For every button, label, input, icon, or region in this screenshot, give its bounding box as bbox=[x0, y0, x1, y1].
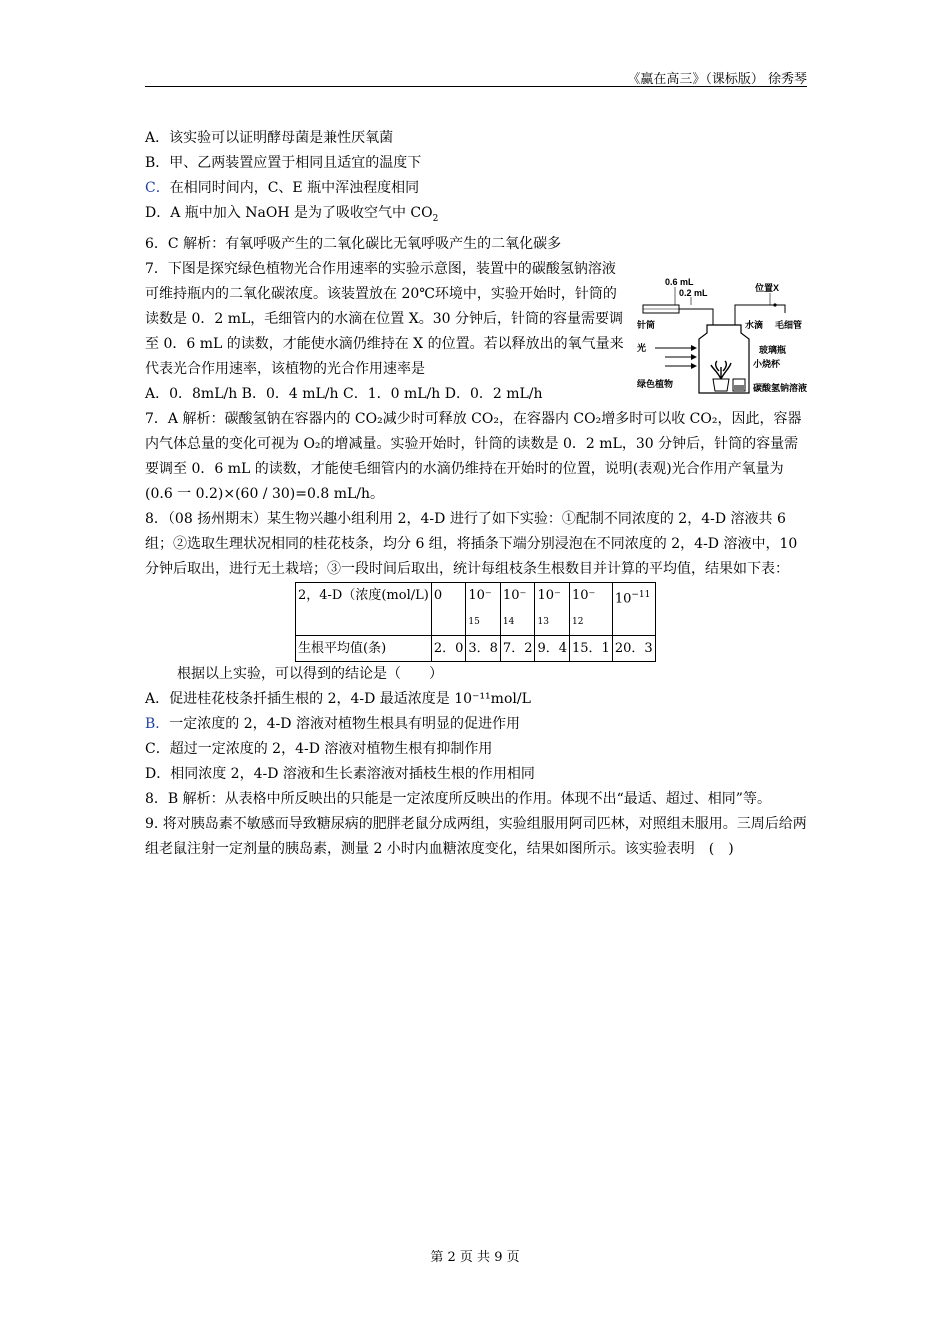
q7-block bbox=[145, 257, 808, 393]
label-light: 光 bbox=[637, 342, 647, 353]
table-value-cell: 2．0 bbox=[431, 635, 466, 661]
table-header-label: 2，4-D（浓度(mol/L) bbox=[296, 582, 432, 635]
table-conc-cell: 10⁻ 13 bbox=[535, 582, 570, 635]
q8-option-d: D．相同浓度 2，4-D 溶液和生长素溶液对插枝生根的作用相同 bbox=[145, 765, 535, 782]
label-solution: 碳酸氢钠溶液 bbox=[753, 382, 808, 393]
label-beaker: 小烧杯 bbox=[753, 358, 781, 369]
q8-option-c: C．超过一定浓度的 2，4-D 溶液对植物生根有抑制作用 bbox=[145, 740, 493, 757]
header-rule bbox=[145, 86, 807, 87]
table-conc-cell: 10⁻ 14 bbox=[500, 582, 535, 635]
q8-question: 8．（08 扬州期末）某生物兴趣小组利用 2，4-D 进行了如下实验：①配制不同浓度的 2，4-D 溶液共 6 组；②选取生理状况相同的桂花枝条，均分 6 组，将插条下端分别浸泡在不同浓度的 2，4-D 溶液中，10 分钟后取出，进行无土栽培；③一段时间后取出，统计每组枝条生根数目并计算的平均值，结果如下表： bbox=[145, 510, 798, 577]
page-header: 《赢在高三》（课标版） 徐秀琴 bbox=[627, 72, 807, 87]
q6-option-c: C．在相同时间内，C、E 瓶中浑浊程度相同 bbox=[145, 180, 420, 196]
photosynthesis-apparatus-figure bbox=[635, 275, 835, 405]
label-water: 水滴 bbox=[745, 319, 764, 330]
label-plant: 绿色植物 bbox=[637, 378, 674, 389]
table-conc-cell: 10⁻ 12 bbox=[570, 582, 613, 635]
label-top2: 0.2 mL bbox=[679, 287, 708, 298]
q7-options: A．0．8mL/h B．0．4 mL/h C．1．0 mL/h D．0．2 mL/h bbox=[145, 385, 543, 402]
table-row-label: 生根平均值(条) bbox=[296, 635, 432, 661]
q8-option-b: B．一定浓度的 2，4-D 溶液对植物生根具有明显的促进作用 bbox=[145, 715, 520, 732]
page-content bbox=[145, 126, 807, 862]
q8-results-table bbox=[295, 582, 656, 662]
label-position: 位置X bbox=[755, 282, 780, 293]
table-value-cell: 15．1 bbox=[570, 635, 613, 661]
label-capillary: 毛细管 bbox=[775, 319, 803, 330]
label-bottle: 玻璃瓶 bbox=[759, 344, 787, 355]
q6-option-d: D．A 瓶中加入 NaOH 是为了吸收空气中 $CO_2$ bbox=[145, 205, 439, 224]
table-conc-cell: 0 bbox=[431, 582, 466, 635]
q9-question: 9. 将对胰岛素不敏感而导致糖尿病的肥胖老鼠分成两组，实验组服用阿司匹林，对照组未服用。三周后给两组老鼠注射一定剂量的胰岛素，测量 2 小时内血糖浓度变化，结果如图所示。该实验表明 ( ) bbox=[145, 815, 807, 857]
table-value-cell: 7．2 bbox=[500, 635, 535, 661]
table-conc-cell: 10⁻ 15 bbox=[466, 582, 501, 635]
q8-prompt: 根据以上实验，可以得到的结论是（ ） bbox=[177, 665, 443, 682]
page-footer: 第 2 页 共 9 页 bbox=[430, 1250, 520, 1265]
table-conc-cell: $10^{-11}$ bbox=[612, 582, 655, 635]
table-value-cell: 20．3 bbox=[612, 635, 655, 661]
q7-question: 7．下图是探究绿色植物光合作用速率的实验示意图，装置中的碳酸氢钠溶液可维持瓶内的二氧化碳浓度。该装置放在 20℃环境中，实验开始时，针筒的读数是 0．2 mL，毛细管内的水滴在位置 X。30 分钟后，针筒的容量需要调至 0．6 mL 的读数，才能使水滴仍维持在 X 的位置。若以释放出的氧气量来代表光合作用速率，该植物的光合作用速率是 bbox=[145, 260, 624, 377]
q6-option-a: A．该实验可以证明酵母菌是兼性厌氧菌 bbox=[145, 130, 394, 146]
q6-option-b: B．甲、乙两装置应置于相同且适宜的温度下 bbox=[145, 155, 422, 171]
q7-analysis: 7．A 解析：碳酸氢钠在容器内的 CO₂减少时可释放 CO₂，在容器内 CO₂增多时可以收 CO₂，因此，容器内气体总量的变化可视为 O₂的增减量。实验开始时，针筒的读数是 0．2 mL，30 分钟后，针筒的容量需要调至 0．6 mL 的读数，才能使毛细管内的水滴仍维持在开始时的位置，说明(表观)光合作用产氧量为(0.6 一 0.2)×(60 / 30)=0.8 mL/h。 bbox=[145, 410, 802, 502]
table-value-cell: 3．8 bbox=[466, 635, 501, 661]
q8-analysis: 8．B 解析：从表格中所反映出的只能是一定浓度所反映出的作用。体现不出“最适、超过、相同”等。 bbox=[145, 790, 771, 807]
table-value-cell: 9．4 bbox=[535, 635, 570, 661]
q6-analysis: 6．C 解析：有氧呼吸产生的二氧化碳比无氧呼吸产生的二氧化碳多 bbox=[145, 235, 562, 252]
label-syringe: 针筒 bbox=[637, 319, 656, 330]
q8-option-a: A．促进桂花枝条扦插生根的 2，4-D 最适浓度是 10⁻¹¹mol/L bbox=[145, 690, 531, 707]
label-top1: 0.6 mL bbox=[665, 276, 694, 287]
